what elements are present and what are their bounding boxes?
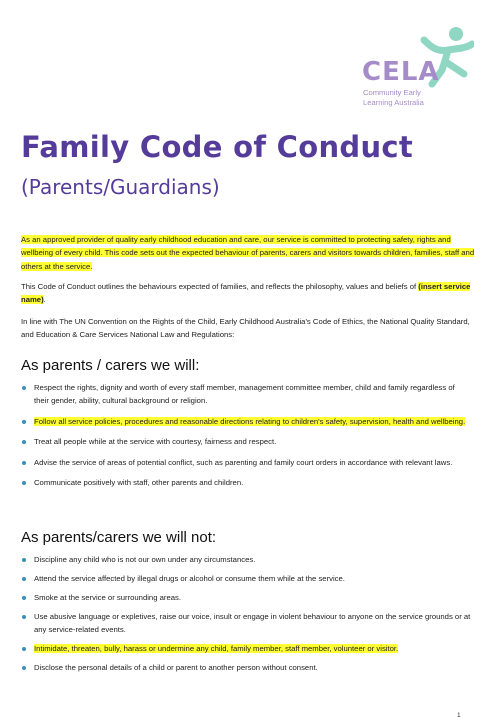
bullet-icon (22, 386, 26, 390)
intro-paragraph-2-end: . (43, 295, 46, 305)
bullet-icon (22, 481, 26, 485)
list-item-text: Advise the service of areas of potential conflict, such as parenting and family court orders in accordance with relevant laws. (34, 457, 453, 467)
bullet-icon (22, 666, 26, 670)
intro-paragraph-1-text: As an approved provider of quality early childhood education and care, our service is committed to protecting safety, rights and wellbeing of every child. This code sets out the expected behaviour of parents, carers and visitors towards children, families, staff and others at the service. (21, 235, 475, 271)
service-name-placeholder: (insert service name) (21, 282, 471, 305)
bullet-icon (22, 577, 26, 581)
list-item (21, 572, 471, 585)
bullet-icon (22, 420, 26, 424)
bullet-icon (22, 558, 26, 562)
logo-wordmark: CELA (362, 57, 440, 87)
list-item-text: Attend the service affected by illegal drugs or alcohol or consume them while at the service. (34, 574, 345, 583)
page-number: 1 (457, 712, 461, 719)
list-item (21, 553, 471, 566)
list-item (21, 381, 471, 408)
cela-logo (362, 26, 474, 106)
page-title: Family Code of Conduct (21, 130, 414, 164)
bullet-icon (22, 647, 26, 651)
list-item (21, 415, 471, 428)
bullet-icon (22, 461, 26, 465)
list-item-text: Smoke at the service or surrounding areas. (34, 593, 181, 602)
list-item (21, 610, 471, 637)
intro-paragraph-2 (21, 280, 476, 307)
bullet-icon (22, 615, 26, 619)
list-item-text: Intimidate, threaten, bully, harass or undermine any child, family member, staff member, volunteer or visitor. (34, 644, 399, 654)
logo-subtitle-line-1: Community Early (363, 88, 421, 97)
list-item-text: Communicate positively with staff, other parents and children. (34, 478, 244, 488)
page-subtitle: (Parents/Guardians) (21, 175, 220, 199)
list-item-text: Follow all service policies, procedures and reasonable directions relating to children's safety, supervision, health and wellbeing. (34, 416, 466, 426)
list-item (21, 476, 471, 489)
will-heading: As parents / carers we will: (21, 357, 200, 374)
will-list (21, 381, 471, 489)
list-item (21, 456, 471, 469)
list-item (21, 661, 471, 674)
will-not-heading: As parents/carers we will not: (21, 529, 217, 546)
intro-paragraph-3: In line with The UN Convention on the Rights of the Child, Early Childhood Australia's Code of Ethics, the National Quality Standard, and Education & Care Services National Law and Regulations: (21, 317, 470, 340)
will-not-list (21, 553, 471, 675)
logo-subtitle-line-2: Learning Australia (363, 98, 424, 107)
logo-subtitle (363, 88, 424, 108)
intro-paragraph-2-text: This Code of Conduct outlines the behaviours expected of families, and reflects the philosophy, values and beliefs of (21, 282, 419, 291)
list-item (21, 642, 471, 655)
list-item (21, 435, 471, 448)
list-item-text: Treat all people while at the service with courtesy, fairness and respect. (34, 437, 277, 447)
intro-paragraph-1 (21, 233, 476, 273)
list-item-text: Discipline any child who is not our own under any circumstances. (34, 555, 256, 564)
list-item-text: Use abusive language or expletives, raise our voice, insult or engage in violent behaviour to anyone on the service grounds or at any service-related events. (34, 612, 471, 635)
list-item-text: Respect the rights, dignity and worth of every staff member, management committee member, child and family regardless of their gender, ability, cultural background or religion. (34, 383, 455, 406)
bullet-icon (22, 440, 26, 444)
bullet-icon (22, 596, 26, 600)
list-item (21, 591, 471, 604)
list-item-text: Disclose the personal details of a child or parent to another person without consent. (34, 663, 318, 673)
